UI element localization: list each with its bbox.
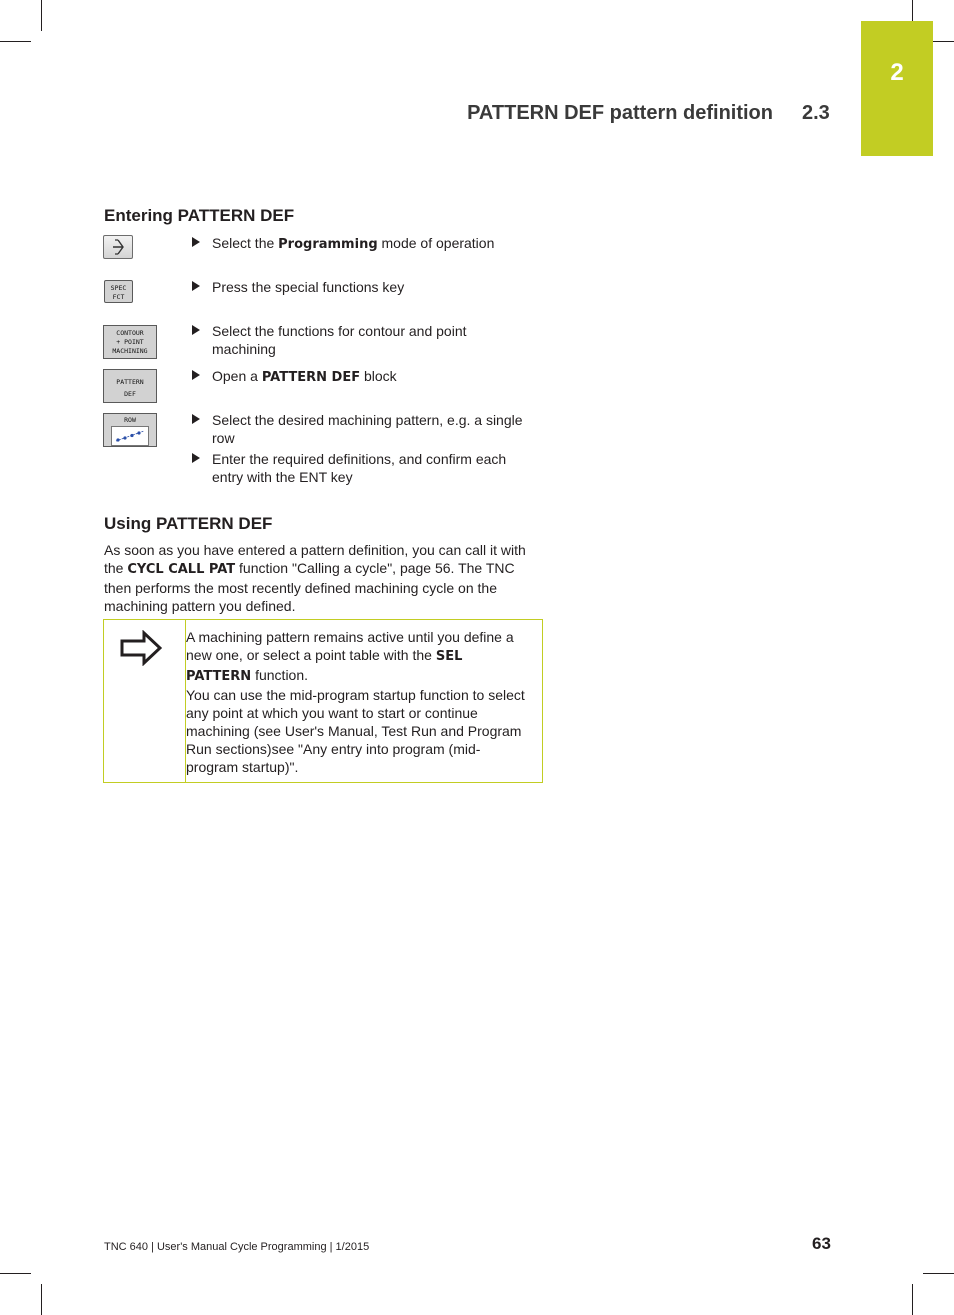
crop-mark bbox=[912, 0, 913, 21]
step-enter-definitions: Enter the required definitions, and confirm each entry with the ENT key bbox=[192, 450, 542, 486]
step-open-pattern-def: Open a PATTERN DEF block bbox=[192, 367, 542, 387]
row-pattern-icon bbox=[111, 426, 149, 446]
step-press-special-functions: Press the special functions key bbox=[192, 278, 542, 296]
note-paragraph-1: A machining pattern remains active until you define a new one, or select a point table with the SEL PATTERN function. bbox=[186, 629, 514, 684]
pattern-def-softkey: PATTERN DEF bbox=[103, 369, 157, 403]
using-paragraph: As soon as you have entered a pattern definition, you can call it with the CYCL CALL PAT function "Calling a cycle", page 56. The TNC then performs the most recently defined machining cycle on the machining pattern you defined. bbox=[104, 542, 526, 614]
arrow-right-icon bbox=[120, 630, 162, 666]
using-heading: Using PATTERN DEF bbox=[104, 514, 273, 533]
step-select-pattern: Select the desired machining pattern, e.g. a single row bbox=[192, 411, 542, 447]
row-softkey bbox=[103, 413, 157, 447]
crop-mark bbox=[0, 1273, 31, 1274]
section-title: PATTERN DEF pattern definition bbox=[467, 102, 773, 124]
contour-point-machining-softkey: CONTOUR + POINT MACHINING bbox=[103, 325, 157, 359]
crop-mark bbox=[933, 41, 954, 42]
spec-fct-key: SPEC FCT bbox=[104, 280, 133, 303]
row-softkey-label: ROW bbox=[124, 416, 136, 424]
crop-mark bbox=[923, 1273, 954, 1274]
footer-text: TNC 640 | User's Manual Cycle Programming | 1/2015 bbox=[104, 1241, 370, 1253]
bullet-arrow-icon bbox=[192, 325, 200, 335]
step-select-contour-point: Select the functions for contour and point machining bbox=[192, 322, 542, 358]
bullet-arrow-icon bbox=[192, 237, 200, 247]
chapter-number: 2 bbox=[890, 59, 904, 86]
page-number: 63 bbox=[812, 1234, 831, 1253]
chapter-tab bbox=[861, 21, 933, 156]
bullet-arrow-icon bbox=[192, 281, 200, 291]
step-select-programming: Select the Programming mode of operation bbox=[192, 234, 542, 254]
entering-heading: Entering PATTERN DEF bbox=[104, 206, 295, 225]
crop-mark bbox=[912, 1284, 913, 1315]
bullet-arrow-icon bbox=[192, 414, 200, 424]
crop-mark bbox=[0, 41, 31, 42]
programming-mode-key-icon bbox=[103, 235, 133, 259]
section-number: 2.3 bbox=[802, 102, 830, 124]
bullet-arrow-icon bbox=[192, 453, 200, 463]
crop-mark bbox=[41, 0, 42, 31]
crop-mark bbox=[41, 1284, 42, 1315]
note-paragraph-2: You can use the mid-program startup function to select any point at which you want to start or continue machining (see User's Manual, Test Run and Program Run sections)see "Any entry into program (mid-program startup)". bbox=[186, 687, 525, 775]
bullet-arrow-icon bbox=[192, 370, 200, 380]
